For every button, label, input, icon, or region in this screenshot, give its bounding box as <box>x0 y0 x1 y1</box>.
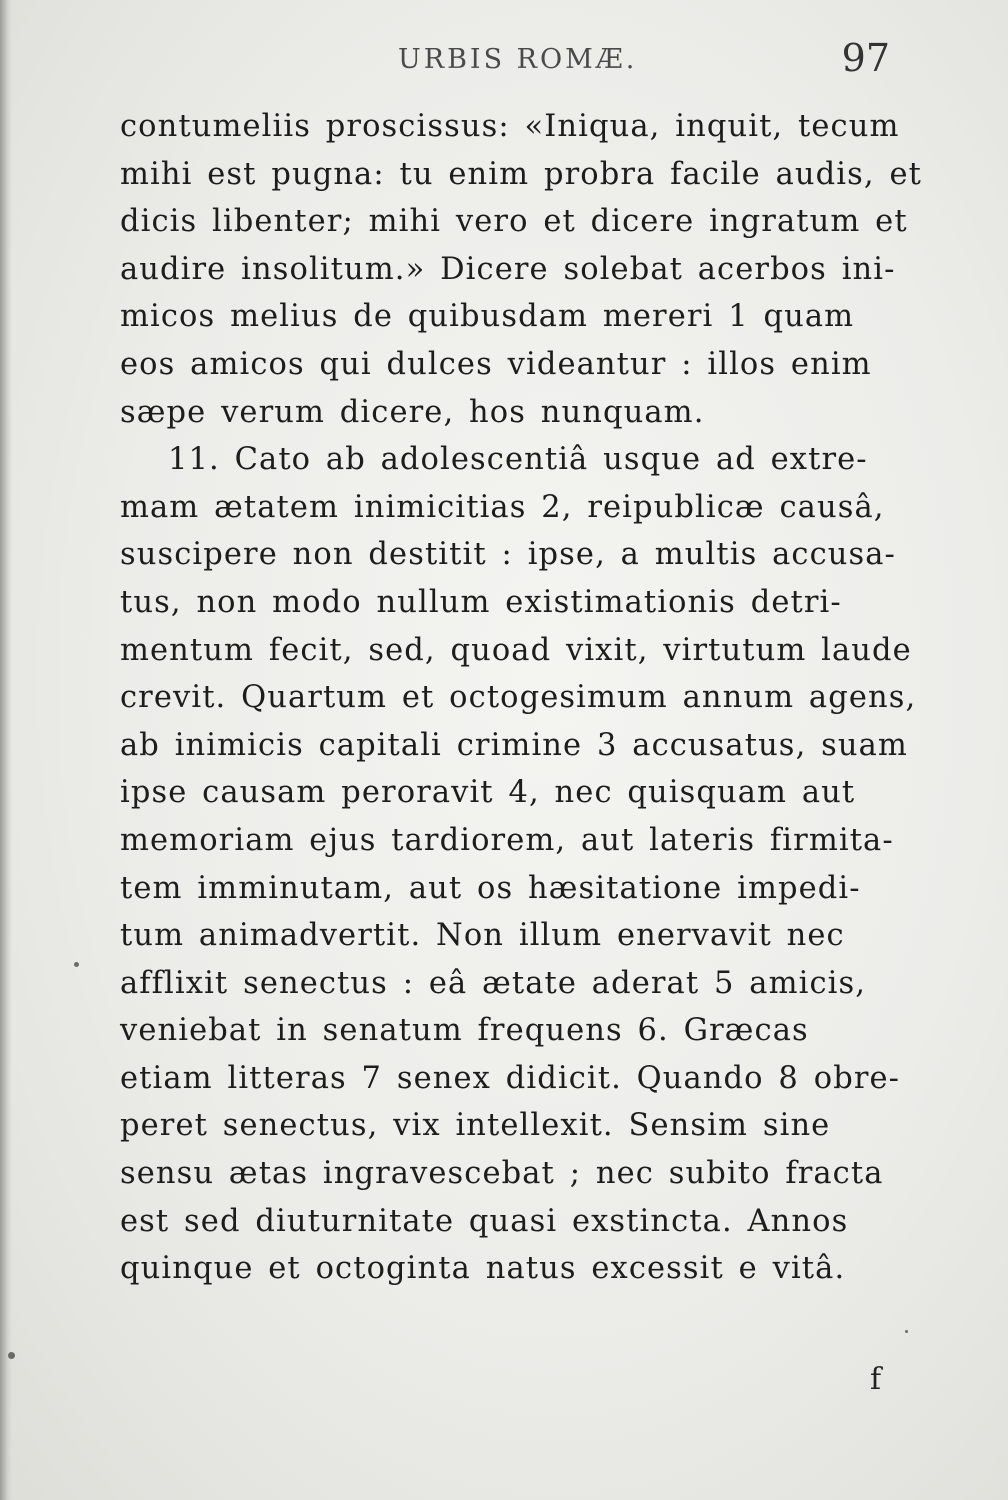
text-line: tem imminutam, aut os hæsitatione impedi- <box>120 870 861 906</box>
text-line: est sed diuturnitate quasi exstincta. Annos <box>120 1203 849 1239</box>
page-binding-edge <box>0 0 12 1500</box>
text-line: sæpe verum dicere, hos nunquam. <box>120 394 705 430</box>
text-line: eos amicos qui dulces videantur : illos enim <box>120 346 872 382</box>
text-line: suscipere non destitit : ipse, a multis accusa- <box>120 537 896 573</box>
body-text <box>120 103 925 1293</box>
text-line: tus, non modo nullum existimationis detri- <box>120 584 842 620</box>
ink-speck <box>74 962 79 967</box>
signature-mark: f <box>870 1362 882 1397</box>
text-line: dicis libenter; mihi vero et dicere ingratum et <box>120 204 908 240</box>
text-line: etiam litteras 7 senex didicit. Quando 8 obre- <box>120 1060 901 1096</box>
text-line: mihi est pugna: tu enim probra facile audis, et <box>120 156 922 192</box>
text-line: audire insolitum.» Dicere solebat acerbos ini- <box>120 251 896 287</box>
text-line: veniebat in senatum frequens 6. Græcas <box>120 1013 809 1049</box>
text-line: crevit. Quartum et octogesimum annum agens, <box>120 680 917 716</box>
text-line: tum animadvertit. Non illum enervavit nec <box>120 918 845 954</box>
paragraph-start-line: 11. Cato ab adolescentiâ usque ad extre- <box>168 442 868 478</box>
text-line: mam ætatem inimicitias 2, reipublicæ causâ, <box>120 489 885 525</box>
text-line: sensu ætas ingravescebat ; nec subito fracta <box>120 1156 884 1192</box>
text-line: ipse causam peroravit 4, nec quisquam aut <box>120 775 856 811</box>
text-line: peret senectus, vix intellexit. Sensim sine <box>120 1108 831 1144</box>
ink-speck <box>8 1352 15 1359</box>
text-line: quinque et octoginta natus excessit e vitâ. <box>120 1251 846 1287</box>
text-line: memoriam ejus tardiorem, aut lateris firmita- <box>120 822 894 858</box>
running-head <box>120 36 890 80</box>
ink-speck <box>905 1330 908 1333</box>
text-line: contumeliis proscissus: «Iniqua, inquit, tecum <box>120 109 900 144</box>
running-title: URBIS ROMÆ. <box>398 44 638 75</box>
text-line: micos melius de quibusdam mereri 1 quam <box>120 299 855 335</box>
page-number: 97 <box>841 36 890 80</box>
text-line: ab inimicis capitali crimine 3 accusatus, suam <box>120 727 908 763</box>
text-line: afflixit senectus : eâ ætate aderat 5 amicis, <box>120 965 867 1001</box>
text-line: mentum fecit, sed, quoad vixit, virtutum laude <box>120 632 912 668</box>
